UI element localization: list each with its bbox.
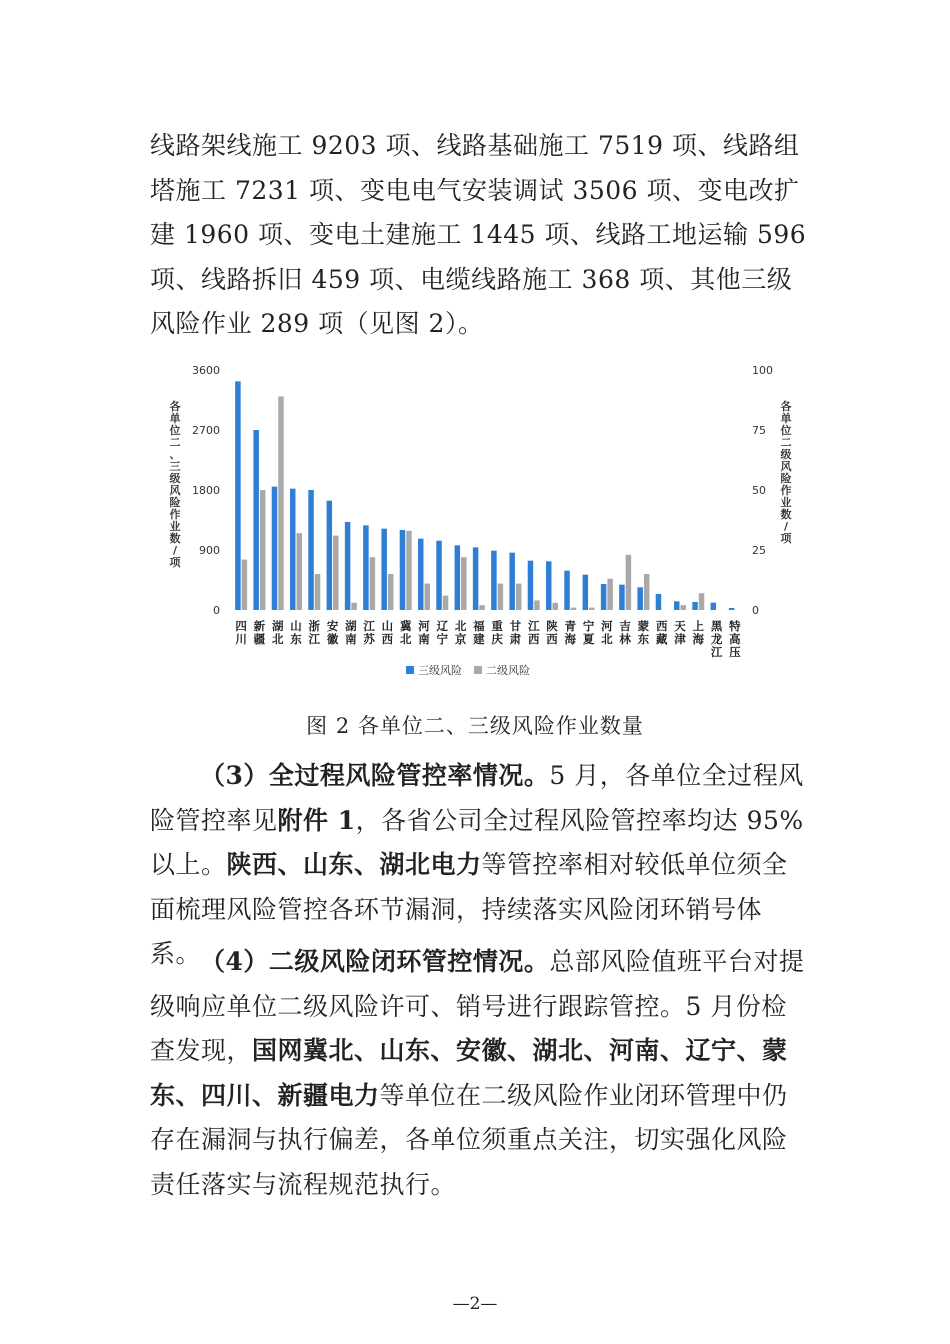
right-axis-title: 各单位二级风险作业数/项 (780, 400, 792, 545)
figure-caption: 图 2 各单位二、三级风险作业数量 (306, 714, 644, 738)
p3-heading: （4）二级风险闭环管控情况。 (200, 947, 550, 976)
bar-level3 (418, 539, 424, 610)
legend-swatch-level2 (474, 666, 482, 674)
bar-level2 (333, 536, 339, 610)
bar-level2 (406, 531, 412, 610)
bar-level3 (272, 487, 278, 610)
bar-level2 (388, 574, 394, 610)
p2-heading: （3）全过程风险管控率情况。 (200, 761, 550, 790)
bar-level3 (656, 594, 662, 610)
bar-level2 (351, 603, 357, 610)
bar-level3 (674, 601, 680, 610)
bar-level3 (729, 608, 735, 610)
category-label: 吉林 (619, 619, 631, 646)
bar-level2 (479, 605, 485, 610)
p2-text-3: 等管控率相对较低单位须全面梳理风险管控各环节漏洞，持续落实风险闭环销号体系。 (150, 850, 788, 968)
legend-label-level3: 三级风险 (418, 664, 462, 677)
left-tick-label: 0 (213, 604, 220, 617)
bar-level2 (242, 560, 248, 610)
p3-units: 国网冀北、山东、安徽、湖北、河南、辽宁、蒙东、四川、新疆电力 (150, 1036, 788, 1110)
p2-units: 陕西、山东、湖北电力 (226, 850, 482, 879)
p3-text-1: 总部风险值班平台对提级响应单位二级风险许可、销号进行跟踪管控。5 月份检查发现， (150, 947, 805, 1065)
category-label: 湖南 (345, 619, 357, 646)
bar-level2 (699, 593, 705, 610)
left-tick-label: 1800 (192, 484, 220, 497)
category-label: 上海 (692, 619, 705, 646)
bar-level3 (564, 571, 570, 610)
category-label: 陕西 (546, 619, 558, 646)
intro-paragraph: 线路架线施工 9203 项、线路基础施工 7519 项、线路组塔施工 7231 项、变电电气安装调试 3506 项、变电改扩建 1960 项、变电土建施工 1445 项、线路工地运输 596 项、线路拆旧 459 项、电缆线路施工 368 项、其他三级风险作业 289 项（见图 2）。 (150, 131, 807, 338)
bar-level3 (637, 587, 643, 610)
category-label: 特高压 (729, 619, 741, 659)
category-label: 蒙东 (637, 619, 650, 646)
category-label: 江西 (527, 619, 540, 646)
bar-level3 (583, 575, 589, 610)
bar-level3 (363, 525, 369, 610)
bar-level2 (681, 605, 687, 610)
bar-level3 (455, 545, 461, 610)
risk-bar-chart (148, 348, 810, 698)
bar-level2 (644, 574, 650, 610)
category-label: 浙江 (308, 619, 321, 646)
legend-swatch-level3 (406, 666, 414, 674)
category-label: 河北 (601, 619, 613, 646)
bar-level3 (290, 489, 296, 610)
bar-level2 (443, 596, 449, 610)
paragraph-level2-closure (150, 940, 810, 1207)
page-number: —2— (452, 1294, 498, 1314)
bar-level3 (546, 561, 552, 610)
bar-level3 (692, 602, 698, 610)
bar-level3 (308, 490, 314, 610)
left-tick-label: 2700 (192, 424, 220, 437)
category-label: 四川 (235, 619, 247, 646)
bar-level3 (601, 584, 607, 610)
bar-level2 (297, 533, 303, 610)
bar-level2 (425, 584, 431, 610)
category-label: 湖北 (271, 619, 284, 646)
p3-text-2: 等单位在二级风险作业闭环管理中仍存在漏洞与执行偏差，各单位须重点关注，切实强化风险责任落实与流程规范执行。 (150, 1080, 788, 1199)
category-label: 河南 (418, 619, 430, 646)
bar-level2 (607, 579, 613, 610)
category-label: 甘肃 (509, 619, 522, 646)
category-label: 江苏 (363, 619, 375, 646)
bar-level2 (534, 600, 540, 610)
bar-level2 (571, 608, 577, 610)
left-axis-title: 各单位二、三级风险作业数/项 (169, 400, 181, 569)
right-tick-label: 100 (752, 364, 773, 377)
bar-level2 (461, 557, 467, 610)
bar-level3 (509, 553, 515, 610)
p2-attachment: 附件 1 (277, 805, 356, 835)
category-label: 西藏 (655, 619, 668, 646)
category-label: 青海 (564, 619, 577, 646)
bar-level3 (345, 522, 351, 610)
category-label: 北京 (454, 619, 467, 646)
bar-level3 (235, 381, 241, 610)
bar-level3 (528, 561, 534, 610)
bar-level3 (491, 551, 497, 610)
bar-level3 (327, 501, 333, 610)
p2-text-2: ，各省公司全过程风险管控率均达 95% 以上。 (150, 805, 804, 879)
bar-level2 (498, 584, 504, 610)
bar-level3 (253, 430, 259, 610)
legend-label-level2: 二级风险 (486, 664, 530, 677)
bar-level2 (260, 490, 266, 610)
category-label: 冀北 (399, 619, 412, 646)
bar-level3 (400, 530, 406, 610)
category-label: 重庆 (491, 619, 503, 646)
category-label: 山西 (381, 619, 394, 646)
right-tick-label: 75 (752, 424, 766, 437)
category-label: 山东 (290, 619, 302, 646)
bar-level3 (436, 541, 442, 610)
left-tick-label: 3600 (192, 364, 220, 377)
bar-level3 (473, 547, 479, 610)
p2-text-1: 5 月，各单位全过程风险管控率见 (150, 761, 804, 835)
right-tick-label: 0 (752, 604, 759, 617)
bar-level2 (626, 555, 632, 610)
bar-level2 (278, 396, 284, 610)
category-label: 安徽 (326, 619, 339, 646)
bar-level2 (589, 608, 595, 610)
category-label: 黑龙江 (710, 619, 723, 659)
risk-chart (148, 348, 810, 698)
bar-level2 (370, 557, 376, 610)
bar-level3 (619, 585, 625, 610)
category-label: 辽宁 (436, 619, 449, 646)
bar-level2 (553, 603, 559, 610)
category-label: 福建 (473, 619, 485, 646)
category-label: 天津 (674, 619, 686, 646)
bar-level2 (516, 584, 522, 610)
left-tick-label: 900 (199, 544, 220, 557)
bar-level3 (381, 529, 387, 610)
bar-level3 (711, 603, 717, 610)
category-label: 宁夏 (582, 619, 595, 646)
right-tick-label: 25 (752, 544, 766, 557)
bar-level2 (315, 574, 321, 610)
right-tick-label: 50 (752, 484, 766, 497)
category-label: 新疆 (253, 619, 266, 646)
